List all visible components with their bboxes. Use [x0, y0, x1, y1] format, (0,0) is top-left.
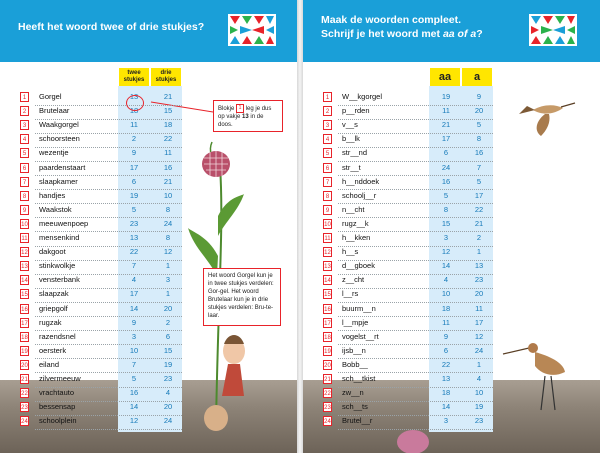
row-value-first: 16	[441, 176, 451, 186]
table-row	[16, 414, 182, 430]
row-value-second: 7	[476, 162, 482, 172]
row-number: 10	[323, 219, 332, 229]
row-value-first: 21	[441, 120, 451, 130]
row-number: 2	[323, 106, 332, 116]
row-value-first: 3	[443, 233, 449, 242]
row-number: 17	[20, 318, 29, 328]
row-value-first: 12	[129, 416, 139, 426]
row-word: l__mpje	[342, 317, 369, 327]
left-header-two-parts: twee stukjes	[119, 68, 149, 86]
row-value-second: 20	[163, 402, 173, 412]
row-number: 7	[20, 177, 29, 187]
row-word: h__nddoek	[342, 176, 380, 186]
row-value-second: 20	[474, 289, 484, 299]
row-word: l__rs	[342, 289, 359, 299]
row-value-first: 13	[129, 233, 139, 242]
row-value-second: 16	[474, 148, 484, 158]
row-value-first: 10	[441, 289, 451, 299]
row-value-first: 11	[130, 120, 138, 130]
row-word: oersterk	[39, 345, 67, 355]
row-value-first: 3	[443, 416, 449, 426]
row-value-first: 13	[441, 374, 451, 383]
row-number: 4	[323, 134, 332, 144]
row-number: 15	[323, 289, 332, 299]
row-value-second: 10	[163, 190, 173, 200]
row-value-first: 9	[131, 317, 137, 327]
row-value-first: 22	[441, 359, 451, 369]
row-number: 21	[323, 374, 332, 384]
row-number: 4	[20, 134, 29, 144]
row-value-first: 14	[441, 402, 451, 412]
row-word: p__rden	[342, 106, 370, 116]
callout-bold-number: 13	[242, 114, 249, 121]
row-value-first: 6	[443, 345, 449, 355]
row-value-second: 21	[163, 176, 173, 186]
row-value-first: 18	[441, 388, 451, 398]
row-value-first: 11	[442, 317, 450, 327]
row-value-second: 15	[163, 106, 173, 116]
row-value-second: 21	[474, 218, 484, 228]
row-value-second: 8	[165, 233, 171, 242]
right-title-question-mark: ?	[476, 28, 483, 40]
bird-flying-illustration	[515, 90, 577, 140]
row-word: b__lk	[342, 134, 360, 144]
row-value-first: 13	[129, 92, 139, 101]
row-number: 23	[323, 402, 332, 412]
row-value-first: 11	[442, 106, 450, 116]
row-value-second: 5	[476, 120, 482, 130]
row-number: 11	[323, 233, 332, 243]
row-number: 7	[323, 177, 332, 187]
callout-text-part: leg je dus op vakje	[218, 106, 272, 121]
row-number: 14	[323, 275, 332, 285]
row-value-second: 3	[165, 275, 171, 285]
row-number: 14	[20, 275, 29, 285]
right-title	[321, 13, 483, 41]
row-number: 1	[323, 92, 332, 102]
row-word: razendsnel	[39, 331, 76, 341]
row-value-first: 17	[441, 134, 451, 144]
row-number: 13	[20, 261, 29, 271]
row-value-second: 8	[165, 204, 171, 214]
row-word: stinkwolkje	[39, 261, 76, 271]
row-word: zw__n	[342, 388, 364, 398]
row-value-second: 23	[474, 416, 484, 426]
callout-syllable-explanation: Het woord Gorgel kun je in twee stukjes verdelen: Gor-gel. Het woord Brutelaar kun je in drie stukjes verdelen: Bru-te-laar.	[203, 268, 281, 326]
row-word: zilvermeeuw	[39, 374, 81, 383]
row-number: 12	[20, 247, 29, 257]
row-value-first: 7	[131, 359, 137, 369]
row-word: Bobb__	[342, 359, 368, 369]
row-value-second: 23	[474, 275, 484, 285]
row-value-second: 2	[165, 317, 171, 327]
row-number: 20	[323, 360, 332, 370]
row-number: 16	[20, 304, 29, 314]
row-number: 22	[323, 388, 332, 398]
row-value-second: 21	[163, 92, 173, 101]
row-number: 20	[20, 360, 29, 370]
row-number: 15	[20, 289, 29, 299]
row-value-second: 24	[474, 345, 484, 355]
row-number: 5	[323, 148, 332, 158]
row-value-first: 19	[441, 92, 451, 101]
left-header-three-parts: drie stukjes	[151, 68, 181, 86]
row-value-second: 1	[476, 359, 482, 369]
row-number: 17	[323, 318, 332, 328]
row-word: vogelst__rt	[342, 331, 379, 341]
row-word: rugzak	[39, 317, 62, 327]
right-title-line1: Maak de woorden compleet.	[321, 14, 462, 26]
row-word: sch__ts	[342, 402, 368, 412]
row-value-first: 14	[129, 402, 139, 412]
right-page	[303, 0, 600, 453]
row-word: slaapzak	[39, 289, 69, 299]
row-value-second: 24	[163, 218, 173, 228]
row-value-first: 7	[131, 261, 137, 271]
row-word: n__cht	[342, 204, 365, 214]
table-row	[319, 414, 493, 430]
row-number: 23	[20, 402, 29, 412]
row-value-second: 10	[474, 388, 484, 398]
row-value-first: 19	[129, 190, 139, 200]
row-value-first: 2	[131, 134, 137, 144]
row-value-second: 4	[165, 388, 171, 398]
row-value-first: 18	[441, 303, 451, 313]
row-number: 19	[20, 346, 29, 356]
row-value-second: 19	[163, 359, 173, 369]
row-number: 5	[20, 148, 29, 158]
callout-block-number: 1	[236, 104, 244, 113]
row-number: 12	[323, 247, 332, 257]
row-value-second: 16	[163, 162, 173, 172]
row-value-second: 5	[476, 176, 482, 186]
row-number: 3	[323, 120, 332, 130]
row-word: vensterbank	[39, 275, 80, 285]
row-value-first: 15	[441, 218, 451, 228]
row-word: bessensap	[39, 402, 76, 412]
row-value-second: 11	[475, 303, 483, 313]
row-number: 24	[20, 416, 29, 426]
row-value-second: 22	[163, 134, 173, 144]
row-word: dakgoot	[39, 247, 66, 257]
row-number: 22	[20, 388, 29, 398]
row-word: Waakstok	[39, 204, 72, 214]
row-value-second: 6	[165, 331, 171, 341]
row-word: paardenstaart	[39, 162, 86, 172]
row-value-first: 23	[129, 218, 139, 228]
row-number: 10	[20, 219, 29, 229]
row-number: 8	[20, 191, 29, 201]
row-number: 19	[323, 346, 332, 356]
row-value-first: 3	[131, 331, 137, 341]
row-number: 1	[20, 92, 29, 102]
row-number: 18	[323, 332, 332, 342]
row-value-second: 8	[476, 134, 482, 144]
row-word: h__s	[342, 247, 359, 257]
logo-puzzle-icon	[228, 14, 276, 46]
row-value-second: 17	[474, 317, 484, 327]
row-value-second: 1	[476, 247, 482, 257]
row-number: 2	[20, 106, 29, 116]
row-value-second: 13	[474, 261, 484, 271]
row-word: z__cht	[342, 275, 365, 285]
row-value-first: 16	[129, 388, 139, 398]
row-word: Gorgel	[39, 92, 62, 101]
row-word: vrachtauto	[39, 388, 75, 398]
row-value-first: 17	[129, 289, 139, 299]
row-word: str__nd	[342, 148, 368, 158]
row-value-first: 5	[131, 204, 137, 214]
right-header-a: a	[462, 68, 492, 86]
row-value-first: 10	[129, 345, 139, 355]
row-divider	[35, 429, 182, 430]
left-title: Heeft het woord twee of drie stukjes?	[18, 21, 205, 33]
left-page	[0, 0, 297, 453]
row-value-first: 6	[443, 148, 449, 158]
right-title-line2: Schrijf je het woord met	[321, 28, 443, 40]
row-value-first: 24	[441, 162, 451, 172]
row-word: meeuwenpoep	[39, 218, 89, 228]
row-word: schoolj__r	[342, 190, 377, 200]
row-word: Brutelaar	[39, 106, 70, 116]
row-value-second: 22	[474, 204, 484, 214]
row-value-first: 12	[441, 247, 451, 257]
row-value-second: 9	[476, 92, 482, 101]
row-value-second: 1	[165, 289, 171, 299]
row-word: buurm__n	[342, 303, 376, 313]
row-number: 24	[323, 416, 332, 426]
row-word: rugz__k	[342, 218, 369, 228]
stone-illustration	[395, 426, 431, 453]
row-word: wezentje	[39, 148, 69, 158]
row-value-second: 18	[163, 120, 173, 130]
row-word: ijsb__n	[342, 345, 366, 355]
row-word: slaapkamer	[39, 176, 78, 186]
row-word: handjes	[39, 190, 66, 200]
callout-text-part: in de doos.	[218, 114, 264, 129]
row-value-second: 12	[163, 247, 173, 257]
row-word: schoolplein	[39, 416, 77, 426]
row-number: 21	[20, 374, 29, 384]
row-number: 11	[20, 233, 29, 243]
row-number: 13	[323, 261, 332, 271]
row-number: 9	[323, 205, 332, 215]
row-value-second: 2	[476, 233, 482, 242]
row-word: d__gboek	[342, 261, 375, 271]
row-value-second: 12	[474, 331, 484, 341]
row-word: schoorsteen	[39, 134, 80, 144]
row-word: Brutel__r	[342, 416, 373, 426]
row-value-first: 22	[129, 247, 139, 257]
row-value-first: 4	[131, 275, 137, 285]
row-value-first: 14	[129, 303, 139, 313]
row-word: v__s	[342, 120, 358, 130]
row-value-second: 23	[163, 374, 173, 383]
row-value-second: 24	[163, 416, 173, 426]
callout-text-part: Blokje	[218, 106, 235, 113]
row-word: W__kgorgel	[342, 92, 383, 101]
row-value-second: 20	[474, 106, 484, 116]
logo-puzzle-icon	[529, 14, 577, 46]
row-value-first: 9	[131, 148, 137, 158]
row-number: 6	[20, 163, 29, 173]
row-value-second: 4	[476, 374, 482, 383]
row-value-first: 14	[441, 261, 451, 271]
row-value-second: 17	[474, 190, 484, 200]
bird-standing-illustration	[501, 332, 571, 412]
row-value-second: 20	[163, 303, 173, 313]
row-number: 18	[20, 332, 29, 342]
right-title-emphasis: aa of a	[442, 28, 477, 40]
row-number: 3	[20, 120, 29, 130]
row-word: sch__tkist	[342, 374, 376, 383]
row-divider	[338, 429, 493, 430]
row-value-first: 5	[443, 190, 449, 200]
row-number: 16	[323, 304, 332, 314]
answer-circle	[126, 95, 144, 111]
row-number: 9	[20, 205, 29, 215]
row-value-first: 18	[129, 106, 139, 116]
row-word: Waakgorgel	[39, 120, 79, 130]
row-word: mensenkind	[39, 233, 80, 242]
row-word: eiland	[39, 359, 60, 369]
row-value-first: 4	[443, 275, 449, 285]
right-header-aa: aa	[430, 68, 460, 86]
row-word: str__t	[342, 162, 361, 172]
row-value-first: 6	[131, 176, 137, 186]
row-value-second: 19	[474, 402, 484, 412]
row-value-second: 1	[165, 261, 171, 271]
row-value-second: 15	[163, 345, 173, 355]
row-value-first: 9	[443, 331, 449, 341]
row-value-second: 11	[164, 148, 172, 158]
row-value-first: 17	[129, 162, 139, 172]
row-word: griepgolf	[39, 303, 68, 313]
callout-block-hint	[213, 100, 283, 132]
row-number: 8	[323, 191, 332, 201]
row-number: 6	[323, 163, 332, 173]
row-word: h__kken	[342, 233, 371, 242]
row-value-first: 8	[443, 204, 449, 214]
row-value-first: 5	[131, 374, 137, 383]
